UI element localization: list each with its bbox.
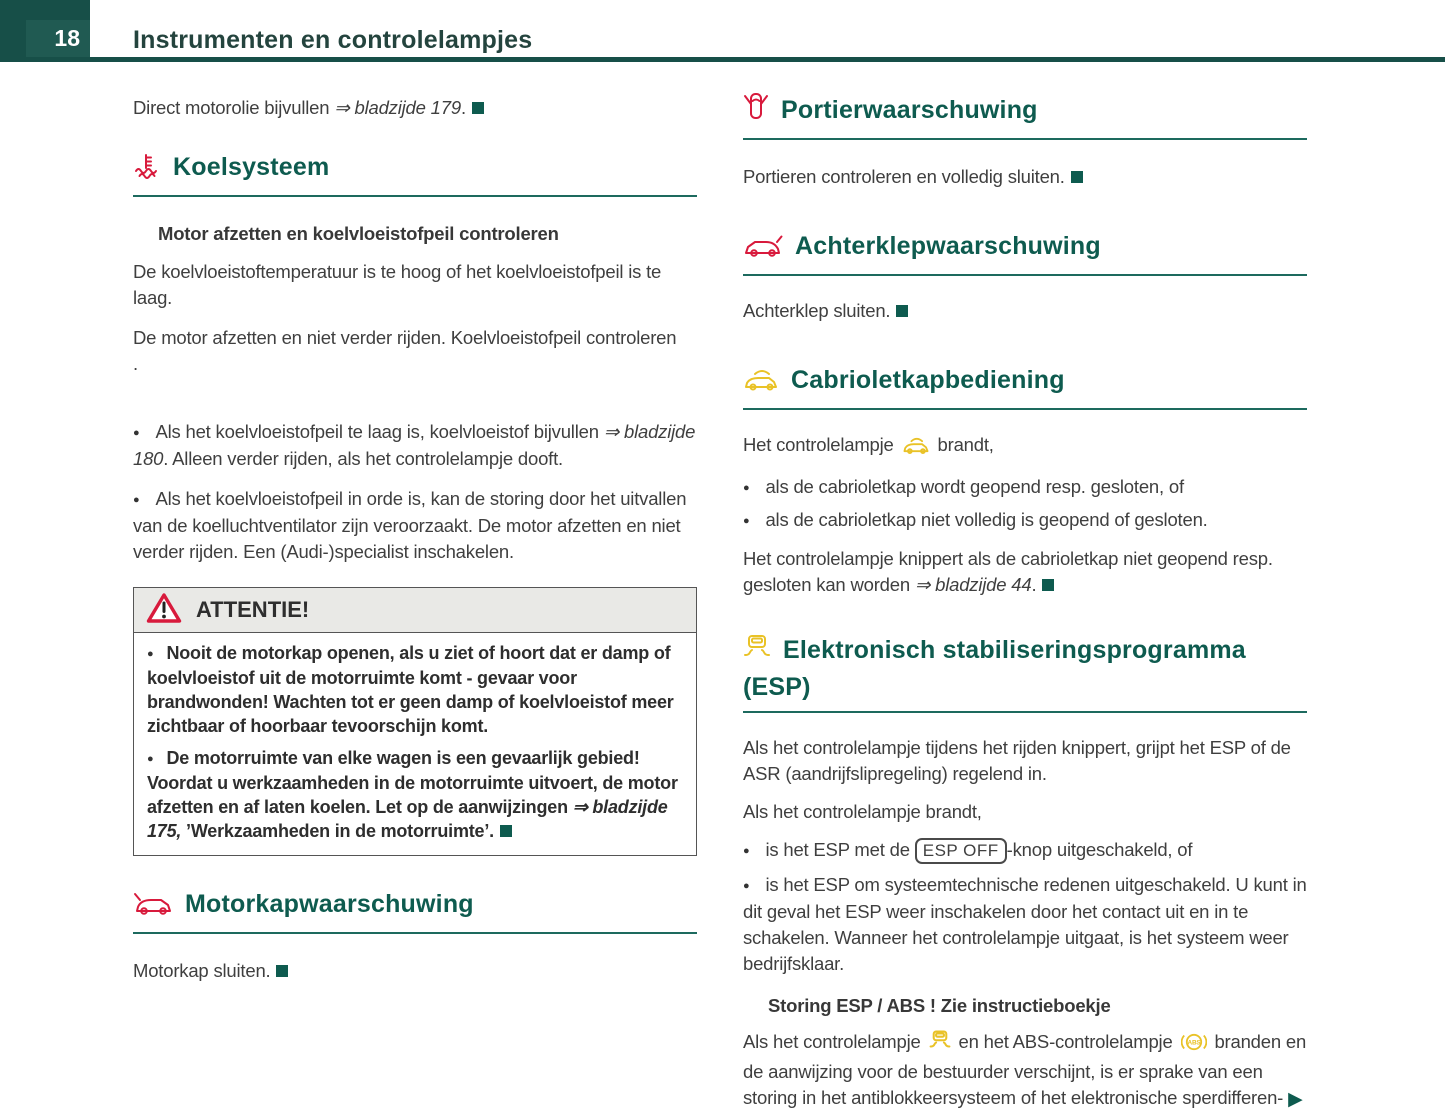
bullet-icon: ●	[133, 427, 140, 439]
subheading: Motor afzetten en koelvloeistofpeil controleren	[158, 223, 559, 244]
page-number: 18	[54, 25, 80, 51]
warning-triangle-icon	[146, 592, 182, 629]
section-heading-koelsysteem	[133, 151, 697, 197]
bullet-text: is het ESP met de	[765, 839, 915, 860]
bullet-icon: ●	[743, 880, 750, 892]
bullet-icon: ●	[133, 494, 140, 506]
paragraph-text: Achterklep sluiten.	[743, 300, 891, 321]
section-title: Portierwaarschuwing	[781, 96, 1038, 124]
paragraph: .	[133, 353, 138, 374]
section-heading-achterklep	[743, 230, 1307, 276]
page-reference: ⇒ bladzijde 44	[914, 574, 1032, 595]
bullet-item	[147, 746, 683, 843]
esp-icon	[929, 1030, 951, 1059]
paragraph	[133, 958, 697, 984]
bullet-text: als de cabrioletkap niet volledig is geopend of gesloten.	[765, 509, 1208, 530]
paragraph-text: Als het controlelampje	[743, 1031, 926, 1052]
header-rule	[0, 57, 1445, 62]
paragraph-text: Motorkap sluiten.	[133, 960, 271, 981]
paragraph	[743, 298, 1307, 324]
convertible-roof-icon	[902, 435, 930, 462]
attention-body	[134, 633, 696, 855]
bullet-icon: ●	[743, 515, 750, 527]
bullet-icon: ●	[743, 482, 750, 494]
page-title: Instrumenten en controlelampjes	[133, 26, 533, 54]
bullet-item	[743, 474, 1307, 501]
bullet-text: als de cabrioletkap wordt geopend resp. gesloten, of	[765, 476, 1184, 497]
paragraph-text: brandt,	[932, 434, 994, 455]
hood-warning-icon	[133, 892, 173, 925]
bullet-text: . Alleen verder rijden, als het controlelampje dooft.	[163, 448, 563, 469]
section-title: Cabrioletkapbediening	[791, 366, 1065, 394]
section-heading-portier	[743, 90, 1307, 140]
left-column	[133, 85, 697, 984]
section-end-marker	[1042, 579, 1054, 591]
paragraph	[743, 164, 1307, 190]
paragraph-text: Portieren controleren en volledig sluiten.	[743, 166, 1065, 187]
bullet-item	[743, 872, 1307, 977]
bullet-text: De motorruimte van elke wagen is een gevaarlijk gebied! Voordat u werkzaamheden in de motorruimte uitvoert, de motor afzetten en af laten koelen. Let op de aanwijzingen	[147, 748, 678, 817]
attention-box	[133, 587, 697, 856]
page-reference: ⇒ bladzijde 180	[133, 421, 696, 469]
bullet-item	[133, 419, 697, 472]
bullet-icon: ●	[743, 845, 750, 857]
esp-icon	[743, 634, 771, 671]
section-heading-motorkap	[133, 888, 697, 934]
door-warning-icon	[743, 90, 769, 131]
paragraph-text: en het ABS-controlelampje	[953, 1031, 1178, 1052]
paragraph: Als het controlelampje brandt,	[743, 801, 982, 822]
section-title: Achterklepwaarschuwing	[795, 232, 1101, 260]
section-end-marker	[896, 305, 908, 317]
attention-title: ATTENTIE!	[196, 597, 310, 622]
bullet-text: is het ESP om systeemtechnische redenen uitgeschakeld. U kunt in dit geval het ESP weer inschakelen door het contact uit en in te schakelen. Wanneer het controlelampje uitgaat, is het systeem weer bedrijfsklaar.	[743, 874, 1307, 974]
page-reference: ⇒ bladzijde 175,	[147, 797, 668, 841]
abs-icon	[1181, 1032, 1207, 1059]
paragraph	[743, 1029, 1307, 1113]
svg-text:ABS: ABS	[1187, 1039, 1200, 1047]
attention-header	[134, 588, 696, 633]
bullet-icon: ●	[147, 753, 154, 765]
paragraph-text: .	[460, 97, 466, 118]
subheading: Storing ESP / ABS ! Zie instructieboekje	[768, 995, 1111, 1016]
paragraph-text: Het controlelampje knippert als de cabrioletkap niet geopend resp. gesloten kan worden	[743, 548, 1273, 595]
section-heading-esp	[743, 634, 1307, 713]
paragraph: De koelvloeistoftemperatuur is te hoog of het koelvloeistofpeil is te laag.	[133, 261, 662, 308]
bullet-text: Nooit de motorkap openen, als u ziet of hoort dat er damp of koelvloeistof uit de motorruimte komt - gevaar voor brandwonden! Wachten tot er geen damp of koelvloeistof meer zichtbaar of hoorbaar tevoorschijn komt.	[147, 643, 674, 736]
paragraph-text: .	[1031, 574, 1037, 595]
section-end-marker	[1071, 171, 1083, 183]
bullet-text: ’Werkzaamheden in de motorruimte’.	[181, 821, 494, 841]
section-end-marker	[472, 102, 484, 114]
bullet-item	[743, 837, 1307, 864]
section-title: Koelsysteem	[173, 153, 330, 181]
page-number-badge	[26, 20, 90, 57]
bullet-item	[743, 507, 1307, 534]
bullet-icon: ●	[147, 648, 154, 660]
paragraph	[133, 95, 697, 121]
bullet-item	[133, 486, 697, 565]
section-end-marker	[500, 825, 512, 837]
section-title: Elektronisch stabiliseringsprogramma (ESP)	[743, 636, 1246, 701]
convertible-roof-icon	[743, 366, 779, 401]
bullet-text: -knop uitgeschakeld, of	[1006, 839, 1193, 860]
paragraph-text: Het controlelampje	[743, 434, 899, 455]
tailgate-warning-icon	[743, 234, 783, 267]
section-heading-cabriolet	[743, 364, 1307, 410]
continuation-arrow-icon: ▶	[1288, 1089, 1303, 1110]
paragraph	[743, 432, 1307, 462]
page-reference: ⇒ bladzijde 179	[334, 97, 461, 118]
paragraph	[743, 546, 1307, 598]
paragraph-text: Direct motorolie bijvullen	[133, 97, 335, 118]
bullet-text: Als het koelvloeistofpeil in orde is, kan de storing door het uitvallen van de koelluchtventilator zijn veroorzaakt. De motor afzetten en niet verder rijden. Een (Audi-)specialist inschakelen.	[133, 488, 687, 562]
section-end-marker	[276, 965, 288, 977]
bullet-text: Als het koelvloeistofpeil te laag is, koelvloeistof bijvullen	[155, 421, 604, 442]
paragraph: De motor afzetten en niet verder rijden. Koelvloeistofpeil controleren	[133, 327, 677, 348]
coolant-icon	[133, 153, 161, 188]
right-column	[743, 85, 1307, 1113]
section-title: Motorkapwaarschuwing	[185, 890, 474, 918]
esp-off-button-label: ESP OFF	[915, 838, 1007, 864]
paragraph: Als het controlelampje tijdens het rijden knippert, grijpt het ESP of de ASR (aandrijfslipregeling) regelend in.	[743, 737, 1291, 784]
paragraph-text: branden en de aanwijzing voor de bestuurder verschijnt, is er sprake van een storing in het antiblokkeersysteem of het elektronische sperdifferen-	[743, 1031, 1307, 1108]
bullet-item	[147, 641, 683, 738]
